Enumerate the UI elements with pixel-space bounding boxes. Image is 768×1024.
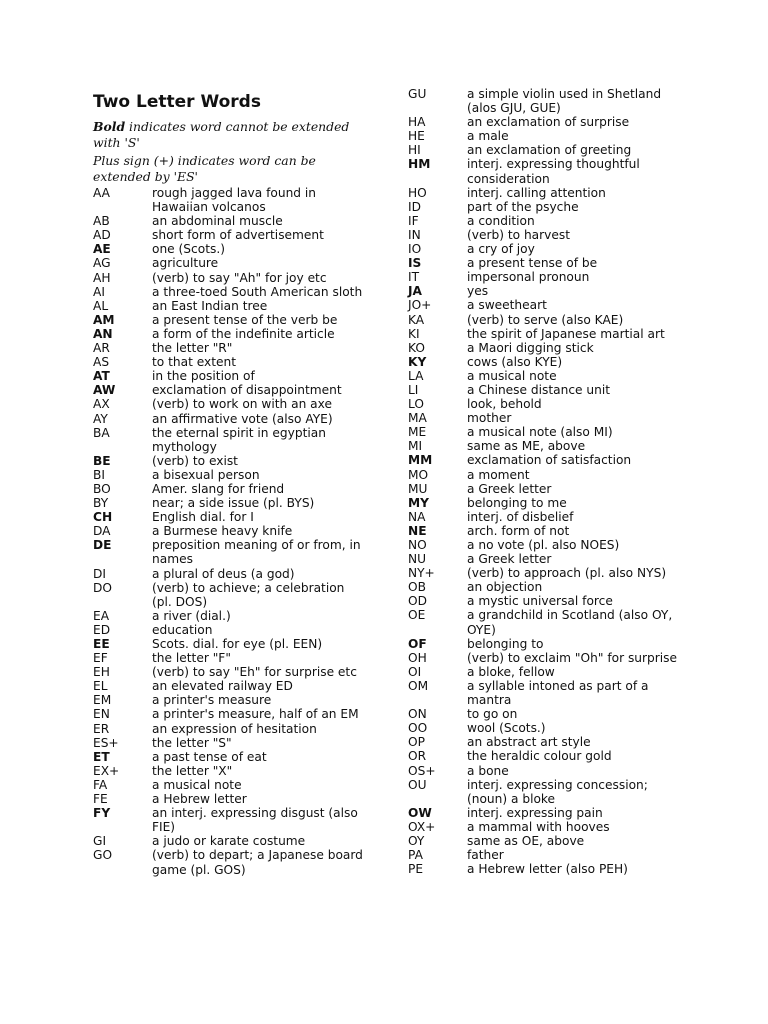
- entry-definition: (verb) to exclaim "Oh" for surprise: [467, 650, 678, 665]
- entry-definition: Amer. slang for friend: [152, 481, 285, 496]
- entry-word: HA: [408, 115, 426, 130]
- entry-definition: father: [467, 848, 504, 863]
- entry-definition: (verb) to depart; a Japanese board game (pl. GOS): [152, 848, 363, 877]
- entry-definition: a sweetheart: [467, 298, 547, 313]
- entry-word: EX+: [93, 763, 120, 778]
- entry-word: DA: [93, 524, 111, 539]
- entry-definition: a Greek letter: [467, 552, 552, 567]
- entry-definition: near; a side issue (pl. BYS): [152, 496, 315, 511]
- entry-definition: an objection: [467, 580, 543, 595]
- word-entry: [93, 707, 368, 721]
- word-entry: [408, 284, 683, 298]
- entry-word: ID: [408, 199, 421, 214]
- entry-word: OH: [408, 650, 427, 665]
- word-entry: [408, 778, 683, 806]
- entry-word: KO: [408, 340, 425, 355]
- entry-definition: a no vote (pl. also NOES): [467, 538, 620, 552]
- word-entry: [408, 200, 683, 214]
- entry-word: EL: [93, 679, 108, 694]
- word-entry: [93, 609, 368, 623]
- word-entry: [408, 806, 683, 820]
- entry-word: MA: [408, 411, 427, 426]
- legend-bold-note: [93, 119, 353, 151]
- entry-definition: a cry of joy: [467, 242, 535, 257]
- entry-word: AL: [93, 298, 109, 313]
- word-entry: [408, 186, 683, 200]
- word-entry: [408, 270, 683, 284]
- entry-word: ED: [93, 622, 111, 637]
- entry-definition: (verb) to approach (pl. also NYS): [467, 566, 667, 581]
- word-entry: [408, 510, 683, 524]
- entry-word: FA: [93, 777, 108, 792]
- word-entry: [93, 271, 368, 285]
- entry-definition: a musical note: [152, 777, 242, 792]
- word-entry: [408, 228, 683, 242]
- entry-definition: an East Indian tree: [152, 298, 268, 313]
- entry-definition: the letter "R": [152, 341, 233, 356]
- entry-word: ER: [93, 721, 110, 736]
- word-entry: [93, 834, 368, 848]
- word-entry: [408, 524, 683, 538]
- entry-word: IT: [408, 270, 420, 285]
- entry-word: DO: [93, 580, 112, 595]
- entry-word: EA: [93, 608, 110, 623]
- legend-plus-note: Plus sign (+) indicates word can be extended by 'ES': [93, 153, 316, 184]
- entry-definition: in the position of: [152, 369, 255, 384]
- entry-word: AA: [93, 186, 111, 200]
- entry-word: MI: [408, 439, 423, 454]
- word-entry: [93, 313, 368, 327]
- entry-definition: the letter "F": [152, 651, 231, 666]
- entry-definition: the spirit of Japanese martial art: [467, 326, 665, 341]
- entry-word: OS+: [408, 763, 436, 778]
- word-entry: [408, 298, 683, 312]
- entry-word: JA: [408, 284, 422, 299]
- entry-word: ES+: [93, 735, 119, 750]
- word-entry: [93, 482, 368, 496]
- entry-word: EM: [93, 693, 112, 708]
- entry-definition: a bone: [467, 763, 509, 778]
- entry-definition: interj. expressing thoughtful consideration: [467, 157, 640, 186]
- entry-definition: an interj. expressing disgust (also FIE): [152, 806, 358, 835]
- entry-definition: exclamation of satisfaction: [467, 453, 632, 468]
- word-list-right: [408, 87, 683, 876]
- word-entry: [408, 721, 683, 735]
- entry-word: AR: [93, 341, 110, 356]
- entry-definition: a Greek letter: [467, 481, 552, 496]
- word-entry: [408, 468, 683, 482]
- entry-word: AE: [93, 242, 111, 257]
- entry-definition: the heraldic colour gold: [467, 749, 612, 764]
- entry-word: JO+: [408, 298, 432, 313]
- word-entry: [93, 299, 368, 313]
- entry-definition: a Hebrew letter: [152, 792, 247, 807]
- entry-word: IO: [408, 242, 422, 257]
- entry-word: EN: [93, 707, 110, 722]
- entry-definition: (verb) to say "Ah" for joy etc: [152, 270, 327, 285]
- word-entry: [408, 820, 683, 834]
- word-entry: [408, 383, 683, 397]
- entry-definition: a form of the indefinite article: [152, 326, 335, 341]
- word-entry: [408, 834, 683, 848]
- entry-word: OE: [408, 608, 426, 623]
- entry-word: AN: [93, 326, 113, 341]
- entry-word: MU: [408, 481, 428, 496]
- word-entry: [408, 735, 683, 749]
- entry-definition: a musical note (also MI): [467, 425, 613, 440]
- entry-definition: a mystic universal force: [467, 594, 613, 609]
- word-entry: [408, 313, 683, 327]
- entry-word: ON: [408, 707, 427, 722]
- entry-definition: mother: [467, 411, 512, 426]
- entry-definition: part of the psyche: [467, 199, 579, 214]
- entry-word: PA: [408, 848, 423, 863]
- entry-definition: the letter "X": [152, 763, 233, 778]
- entry-definition: Scots. dial. for eye (pl. EEN): [152, 637, 323, 651]
- entry-definition: a condition: [467, 213, 535, 228]
- word-entry: [93, 496, 368, 510]
- word-entry: [93, 412, 368, 426]
- entry-word: LI: [408, 382, 419, 397]
- entry-word: AD: [93, 228, 111, 243]
- word-entry: [408, 552, 683, 566]
- entry-word: OI: [408, 664, 422, 679]
- word-entry: [408, 679, 683, 707]
- word-entry: [93, 637, 368, 651]
- entry-word: HO: [408, 185, 427, 200]
- word-entry: [93, 806, 368, 834]
- entry-definition: a moment: [467, 467, 530, 482]
- word-entry: [408, 129, 683, 143]
- entry-definition: belonging to: [467, 636, 544, 651]
- entry-word: HM: [408, 157, 431, 172]
- entry-definition: a syllable intoned as part of a mantra: [467, 678, 649, 708]
- entry-word: ET: [93, 749, 110, 764]
- entry-word: ME: [408, 425, 427, 440]
- entry-word: AI: [93, 284, 105, 299]
- word-entry: [408, 862, 683, 876]
- word-entry: [408, 397, 683, 411]
- entry-definition: an expression of hesitation: [152, 721, 317, 736]
- word-entry: [93, 750, 368, 764]
- word-entry: [408, 764, 683, 778]
- entry-definition: an abdominal muscle: [152, 214, 283, 229]
- entry-word: AB: [93, 214, 110, 229]
- word-entry: [93, 383, 368, 397]
- entry-word: AH: [93, 270, 111, 285]
- entry-definition: a river (dial.): [152, 608, 231, 623]
- word-entry: [93, 426, 368, 454]
- entry-word: FY: [93, 806, 111, 821]
- word-entry: [93, 848, 368, 876]
- entry-word: OU: [408, 777, 427, 792]
- entry-word: OD: [408, 594, 427, 609]
- entry-definition: a musical note: [467, 368, 557, 383]
- entry-word: OR: [408, 749, 427, 764]
- entry-word: OM: [408, 678, 429, 693]
- word-entry: [408, 651, 683, 665]
- word-entry: [93, 524, 368, 538]
- entry-definition: English dial. for I: [152, 510, 254, 525]
- word-entry: [408, 327, 683, 341]
- word-entry: [408, 637, 683, 651]
- word-entry: [408, 341, 683, 355]
- word-entry: [408, 608, 683, 636]
- entry-word: AG: [93, 256, 111, 271]
- word-entry: [408, 214, 683, 228]
- entry-definition: a Hebrew letter (also PEH): [467, 862, 628, 877]
- word-entry: [93, 722, 368, 736]
- entry-definition: a printer's measure: [152, 693, 272, 708]
- entry-word: OO: [408, 721, 428, 736]
- entry-definition: to go on: [467, 707, 518, 722]
- entry-word: EE: [93, 637, 110, 651]
- entry-definition: arch. form of not: [467, 523, 570, 538]
- entry-definition: an exclamation of greeting: [467, 143, 632, 158]
- entry-word: KA: [408, 312, 425, 327]
- word-entry: [93, 285, 368, 299]
- entry-definition: (verb) to harvest: [467, 227, 570, 242]
- entry-word: NE: [408, 523, 427, 538]
- entry-word: KI: [408, 326, 420, 341]
- entry-word: NU: [408, 552, 427, 567]
- page-title: Two Letter Words: [93, 92, 261, 112]
- entry-definition: exclamation of disappointment: [152, 383, 342, 398]
- word-entry: [408, 594, 683, 608]
- word-entry: [93, 214, 368, 228]
- entry-word: PE: [408, 862, 424, 877]
- entry-definition: agriculture: [152, 256, 219, 271]
- entry-definition: interj. expressing pain: [467, 805, 603, 820]
- word-entry: [408, 580, 683, 594]
- entry-word: NA: [408, 509, 426, 524]
- entry-word: DE: [93, 538, 112, 553]
- word-entry: [408, 538, 683, 552]
- entry-definition: a printer's measure, half of an EM: [152, 707, 359, 722]
- word-entry: [408, 496, 683, 510]
- entry-word: BY: [93, 496, 109, 511]
- entry-word: GI: [93, 834, 107, 849]
- entry-word: NY+: [408, 566, 435, 581]
- entry-word: OF: [408, 636, 427, 651]
- entry-definition: education: [152, 622, 213, 637]
- entry-word: GO: [93, 848, 113, 863]
- word-entry: [408, 355, 683, 369]
- entry-word: OW: [408, 805, 432, 820]
- entry-definition: a present tense of be: [467, 256, 598, 271]
- entry-word: BO: [93, 481, 111, 496]
- entry-word: LA: [408, 368, 424, 383]
- entry-word: FE: [93, 792, 108, 807]
- entry-definition: (verb) to exist: [152, 453, 238, 468]
- entry-definition: impersonal pronoun: [467, 270, 590, 285]
- entry-word: GU: [408, 87, 427, 101]
- word-entry: [93, 468, 368, 482]
- word-entry: [93, 792, 368, 806]
- word-entry: [93, 355, 368, 369]
- entry-definition: one (Scots.): [152, 242, 225, 257]
- entry-word: MM: [408, 453, 433, 468]
- word-entry: [408, 453, 683, 467]
- word-entry: [93, 256, 368, 270]
- entry-word: DI: [93, 566, 106, 581]
- word-entry: [93, 397, 368, 411]
- word-entry: [93, 778, 368, 792]
- word-entry: [408, 411, 683, 425]
- entry-definition: short form of advertisement: [152, 228, 324, 243]
- entry-definition: same as ME, above: [467, 439, 586, 454]
- entry-definition: a bisexual person: [152, 467, 260, 482]
- word-entry: [93, 538, 368, 566]
- entry-definition: (verb) to say "Eh" for surprise etc: [152, 665, 357, 680]
- word-entry: [408, 749, 683, 763]
- entry-definition: belonging to me: [467, 495, 567, 510]
- entry-word: OB: [408, 580, 426, 595]
- entry-definition: (verb) to work on with an axe: [152, 397, 332, 412]
- entry-word: NO: [408, 538, 427, 552]
- entry-definition: the letter "S": [152, 735, 232, 750]
- entry-definition: a simple violin used in Shetland (alos GJU, GUE): [467, 87, 662, 116]
- entry-definition: a plural of deus (a god): [152, 566, 295, 581]
- word-entry: [93, 510, 368, 524]
- entry-word: IN: [408, 227, 421, 242]
- entry-word: BI: [93, 467, 105, 482]
- word-entry: [93, 186, 368, 214]
- entry-definition: the eternal spirit in egyptian mythology: [152, 425, 326, 454]
- word-entry: [93, 242, 368, 256]
- word-entry: [93, 369, 368, 383]
- entry-word: AX: [93, 397, 110, 412]
- legend-bold-word: Bold: [93, 119, 126, 134]
- entry-word: OP: [408, 735, 425, 750]
- entry-definition: a judo or karate costume: [152, 834, 306, 849]
- entry-word: IS: [408, 256, 422, 271]
- entry-definition: interj. calling attention: [467, 185, 606, 200]
- entry-word: IF: [408, 213, 419, 228]
- entry-word: MO: [408, 467, 429, 482]
- legend-bold-text: indicates word cannot be extended with 'S': [93, 119, 350, 150]
- word-entry: [93, 665, 368, 679]
- word-entry: [408, 256, 683, 270]
- word-list-left: [93, 186, 368, 877]
- entry-word: OY: [408, 833, 425, 848]
- word-entry: [93, 567, 368, 581]
- entry-word: HE: [408, 129, 425, 144]
- entry-definition: wool (Scots.): [467, 721, 546, 736]
- word-entry: [408, 369, 683, 383]
- word-entry: [408, 439, 683, 453]
- entry-definition: a Chinese distance unit: [467, 382, 611, 397]
- entry-definition: a mammal with hooves: [467, 819, 610, 834]
- entry-definition: a three-toed South American sloth: [152, 284, 363, 299]
- word-entry: [93, 764, 368, 778]
- word-entry: [93, 623, 368, 637]
- entry-definition: an exclamation of surprise: [467, 115, 630, 130]
- word-entry: [93, 679, 368, 693]
- entry-word: AT: [93, 369, 110, 384]
- entry-definition: same as OE, above: [467, 833, 585, 848]
- entry-word: EH: [93, 665, 110, 680]
- entry-word: EF: [93, 651, 108, 666]
- entry-word: MY: [408, 495, 429, 510]
- word-entry: [93, 341, 368, 355]
- entry-word: BA: [93, 425, 110, 440]
- word-entry: [408, 707, 683, 721]
- entry-definition: (verb) to serve (also KAE): [467, 312, 624, 327]
- word-entry: [93, 736, 368, 750]
- entry-definition: to that extent: [152, 355, 237, 370]
- entry-definition: an affirmative vote (also AYE): [152, 411, 333, 426]
- entry-definition: rough jagged lava found in Hawaiian volcanos: [152, 186, 317, 215]
- entry-definition: cows (also KYE): [467, 354, 563, 369]
- entry-word: AS: [93, 355, 110, 370]
- entry-word: OX+: [408, 819, 436, 834]
- entry-definition: interj. of disbelief: [467, 509, 574, 524]
- entry-definition: a grandchild in Scotland (also OY, OYE): [467, 608, 673, 637]
- word-entry: [93, 651, 368, 665]
- entry-definition: a Maori digging stick: [467, 340, 594, 355]
- entry-definition: yes: [467, 284, 489, 299]
- word-entry: [408, 665, 683, 679]
- entry-definition: an abstract art style: [467, 735, 591, 750]
- entry-definition: interj. expressing concession; (noun) a bloke: [467, 777, 648, 806]
- entry-definition: (verb) to achieve; a celebration (pl. DOS): [152, 580, 345, 609]
- word-entry: [408, 143, 683, 157]
- entry-definition: a male: [467, 129, 509, 144]
- entry-word: KY: [408, 354, 427, 369]
- entry-word: AW: [93, 383, 116, 398]
- word-entry: [408, 566, 683, 580]
- entry-definition: a bloke, fellow: [467, 664, 555, 679]
- entry-definition: a Burmese heavy knife: [152, 524, 293, 539]
- word-entry: [93, 581, 368, 609]
- word-entry: [93, 327, 368, 341]
- entry-word: AM: [93, 312, 115, 327]
- word-entry: [408, 115, 683, 129]
- entry-definition: preposition meaning of or from, in names: [152, 538, 361, 567]
- entry-word: LO: [408, 397, 424, 412]
- word-entry: [408, 157, 683, 185]
- word-entry: [408, 425, 683, 439]
- word-entry: [408, 482, 683, 496]
- entry-word: HI: [408, 143, 421, 158]
- word-entry: [408, 848, 683, 862]
- entry-definition: look, behold: [467, 397, 542, 412]
- entry-definition: a present tense of the verb be: [152, 312, 338, 327]
- word-entry: [93, 454, 368, 468]
- entry-definition: a past tense of eat: [152, 749, 267, 764]
- entry-word: AY: [93, 411, 108, 426]
- entry-definition: an elevated railway ED: [152, 679, 293, 694]
- word-entry: [408, 242, 683, 256]
- entry-word: CH: [93, 510, 113, 525]
- word-entry: [408, 87, 683, 115]
- word-entry: [93, 693, 368, 707]
- word-entry: [93, 228, 368, 242]
- entry-word: BE: [93, 453, 111, 468]
